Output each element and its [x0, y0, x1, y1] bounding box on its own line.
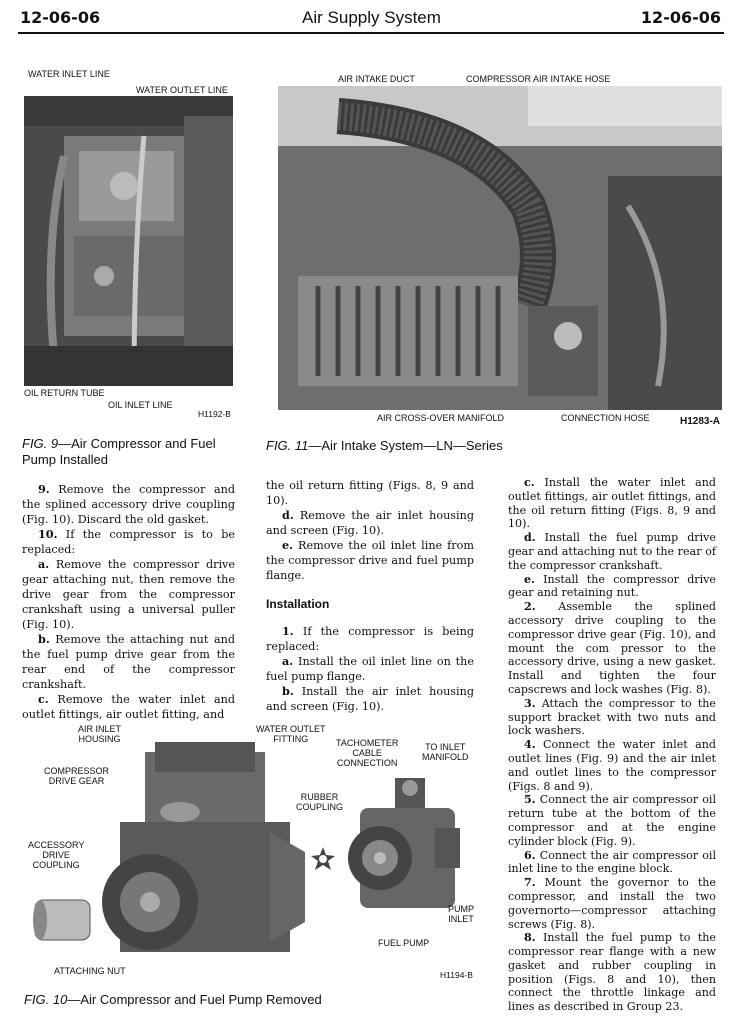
- fig11-label-air-crossover-manifold: AIR CROSS-OVER MANIFOLD: [377, 413, 505, 423]
- fig9-code: H1192-B: [198, 409, 231, 419]
- fig9-label-water-inlet-line: WATER INLET LINE: [28, 69, 110, 79]
- section-title: Air Supply System: [302, 8, 441, 27]
- fig11-caption-number: FIG. 11: [266, 438, 309, 453]
- page-number-left: 12-06-06: [20, 8, 101, 27]
- fig9-caption-text: —Air Compressor and Fuel Pump Installed: [22, 436, 216, 467]
- paragraph: 5. Connect the air compressor oil return tube at the bottom of the compressor and at the engine cylinder block (Fig. 9).: [508, 793, 716, 848]
- fig10-label-accessory-drive-coupling: ACCESSORY DRIVE COUPLING: [28, 840, 85, 870]
- fig9-caption-number: FIG. 9: [22, 436, 59, 451]
- fig9-caption: [22, 436, 232, 468]
- fig10-label-attaching-nut: ATTACHING NUT: [54, 966, 126, 976]
- paragraph: e. Install the compressor drive gear and retaining nut.: [508, 572, 716, 600]
- fig10-rubber-coupling-photo: [310, 846, 336, 872]
- fig9-label-oil-inlet-line: OIL INLET LINE: [108, 400, 173, 410]
- fig10-label-air-inlet-housing: AIR INLET HOUSING: [78, 724, 122, 744]
- paragraph: 10. If the compressor is to be replaced:: [22, 527, 235, 556]
- paragraph: 2. Assemble the splined accessory drive coupling to the compressor drive gear (Fig. 10), and mount the com pressor to the accessory drive, using a new gasket. Install and tighten the four capscrews and lock washes (Fig. 8).: [508, 600, 716, 696]
- paragraph: a. Remove the compressor drive gear attaching nut, then remove the drive gear from the compressor crankshaft using a universal puller (Fig. 10).: [22, 557, 235, 631]
- paragraph: 9. Remove the compressor and the splined accessory drive coupling (Fig. 10). Discard the old gasket.: [22, 482, 235, 526]
- paragraph: b. Remove the attaching nut and the fuel pump drive gear from the rear end of the compressor crankshaft.: [22, 632, 235, 691]
- fig10-label-water-outlet-fitting: WATER OUTLET FITTING: [256, 724, 326, 744]
- paragraph: 4. Connect the water inlet and outlet lines (Fig. 9) and the air inlet and outlet lines to the compressor (Figs. 8 and 9).: [508, 738, 716, 793]
- paragraph: 7. Mount the governor to the compressor, and install the two governorto—compressor attaching screws (Fig. 8).: [508, 876, 716, 931]
- paragraph: 8. Install the fuel pump to the compressor rear flange with a new gasket and rubber coupling in position (Figs. 8 and 10), then connect the throttle linkage and lines as described in Group 23.: [508, 931, 716, 1014]
- fig9-photo: [24, 96, 233, 386]
- fig11-label-air-intake-duct: AIR INTAKE DUCT: [338, 74, 415, 84]
- installation-heading: Installation: [266, 597, 330, 611]
- paragraph: c. Remove the water inlet and outlet fittings, air outlet fitting, and: [22, 692, 235, 721]
- fig11-label-connection-hose: CONNECTION HOSE: [561, 413, 650, 423]
- fig11-caption: [266, 438, 706, 454]
- fig9-label-water-outlet-line: WATER OUTLET LINE: [136, 85, 228, 95]
- paragraph: a. Install the oil inlet line on the fuel pump flange.: [266, 654, 474, 683]
- fig10-code: H1194-B: [440, 970, 473, 980]
- fig10-label-fuel-pump: FUEL PUMP: [378, 938, 430, 948]
- fig11-caption-text: —Air Intake System—LN—Series: [308, 438, 503, 453]
- fig11-photo: [278, 86, 722, 410]
- paragraph: 3. Attach the compressor to the support bracket with two nuts and lock washers.: [508, 696, 716, 738]
- paragraph: d. Remove the air inlet housing and screen (Fig. 10).: [266, 508, 474, 537]
- paragraph: c. Install the water inlet and outlet fittings, air outlet fittings, and the oil return fitting (Figs. 8, 9 and 10).: [508, 476, 716, 531]
- fig11-code: H1283-A: [680, 416, 721, 427]
- text-column-2: [266, 478, 474, 714]
- fig10-label-pump-inlet: PUMP INLET: [448, 904, 475, 924]
- fig10-label-compressor-drive-gear: COMPRESSOR DRIVE GEAR: [44, 766, 110, 786]
- text-column-1: [22, 482, 235, 722]
- fig10-caption: [24, 992, 474, 1008]
- text-column-3: [508, 476, 716, 1014]
- paragraph: b. Install the air inlet housing and screen (Fig. 10).: [266, 684, 474, 713]
- paragraph: the oil return fitting (Figs. 8, 9 and 10).: [266, 479, 474, 507]
- fig10-fuel-pump-photo: [340, 768, 470, 918]
- fig9-label-oil-return-tube: OIL RETURN TUBE: [24, 388, 105, 398]
- fig10-label-tachometer-cable-connection: TACHOMETER CABLE CONNECTION: [336, 738, 399, 768]
- page-header: [0, 6, 743, 34]
- paragraph: e. Remove the oil inlet line from the compressor drive and fuel pump flange.: [266, 538, 474, 582]
- fig10-caption-number: FIG. 10: [24, 992, 68, 1007]
- fig10-label-rubber-coupling: RUBBER COUPLING: [296, 792, 344, 812]
- paragraph: 1. If the compressor is being replaced:: [266, 624, 474, 653]
- header-rule: [18, 32, 724, 34]
- fig10-caption-text: —Air Compressor and Fuel Pump Removed: [67, 992, 322, 1007]
- fig10-label-to-inlet-manifold: TO INLET MANIFOLD: [422, 742, 469, 762]
- page-number-right: 12-06-06: [640, 8, 721, 27]
- paragraph: 6. Connect the air compressor oil inlet line to the engine block.: [508, 848, 716, 876]
- fig11-label-compressor-air-intake-hose: COMPRESSOR AIR INTAKE HOSE: [466, 74, 611, 84]
- paragraph: d. Install the fuel pump drive gear and attaching nut to the rear of the compressor crankshaft.: [508, 531, 716, 572]
